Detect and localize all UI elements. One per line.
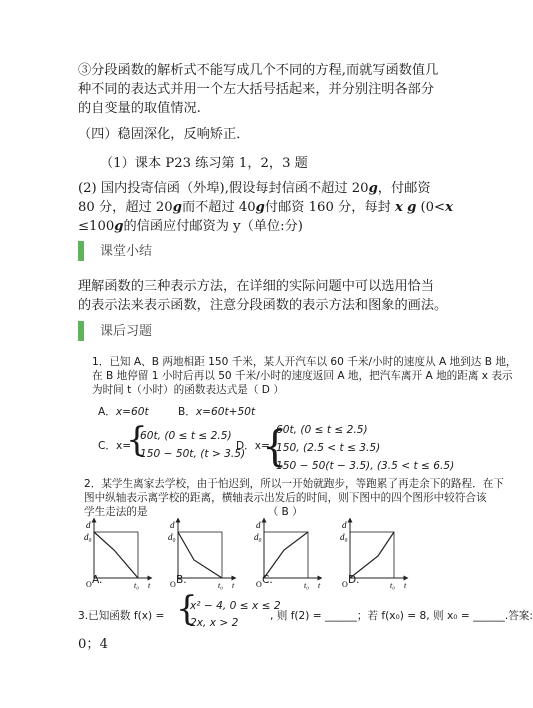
graph-d-o: O (342, 580, 348, 589)
q1-option-d-label: D．x= (236, 440, 270, 452)
graph-a-d0: d₀ (84, 532, 92, 542)
graph-a-t0: t₀ (134, 581, 140, 590)
graph-c-o: O (256, 580, 262, 589)
homework-heading: 课后习题 (100, 324, 153, 339)
graph-a-d: d (86, 520, 91, 530)
q2-label-a: A. (92, 574, 103, 586)
homework-marker (78, 321, 84, 341)
summary-line-2: 的表示法来表示函数，注意分段函数的表示方法和图象的画法。 (78, 298, 448, 313)
summary-heading: 课堂小结 (100, 244, 153, 259)
exercise-2-line-2: 80 分，超过 20g而不超过 40g付邮资 160 分，每封 x g (0<x (78, 200, 453, 215)
graph-a-t: t (148, 581, 151, 590)
q3-answer: 0；4 (78, 637, 108, 652)
q1-option-c-brace: { (126, 420, 148, 460)
q1-option-d-brace: { (262, 422, 288, 472)
graph-b-o: O (170, 580, 176, 589)
section4-heading: （四）稳固深化，反响矫正． (78, 127, 250, 142)
q1-option-c-case-1: 60t, (0 ≤ t ≤ 2.5) (140, 430, 232, 442)
exercise-2-line-3: ≤100g的信函应付邮资为 y（单位:分) (78, 219, 303, 234)
q3-case-2: 2x, x > 2 (190, 617, 239, 629)
q1-line-2: 在 B 地停留 1 小时后再以 50 千米/小时的速度返回 A 地，把汽车离开 A 地的距离 x 表示 (92, 370, 513, 382)
q1-option-c-case-2: 150 − 50t, (t > 3.5) (140, 448, 246, 460)
q1-option-c-label: C．x= (98, 440, 132, 452)
q1-line-3: 为时间 t（小时）的函数表达式是（ D ） (92, 384, 284, 396)
q2-label-c: C. (262, 574, 273, 586)
exercise-1: （1）课本 P23 练习第 1，2，3 题 (100, 156, 308, 171)
intro-line-1: ③分段函数的解析式不能写成几个不同的方程,而就写函数值几 (78, 63, 439, 78)
graph-c-t: t (318, 581, 321, 590)
q2-graphs (84, 516, 424, 588)
q1-option-d-case-1: 60t, (0 ≤ t ≤ 2.5) (276, 424, 368, 436)
graph-b-d0: d₀ (168, 532, 176, 542)
intro-line-3: 的自变量的取值情况. (78, 101, 201, 116)
summary-line-1: 理解函数的三种表示方法，在详细的实际问题中可以选用恰当 (78, 279, 435, 294)
graph-d-d: d (342, 520, 347, 530)
q3-brace: { (176, 589, 198, 629)
q1-option-d-case-3: 150 − 50(t − 3.5), (3.5 < t ≤ 6.5) (276, 460, 455, 472)
q2-line-1: 2．某学生离家去学校，由于怕迟到，所以一开始就跑步，等跑累了再走余下的路程．在下 (84, 478, 504, 490)
q1-line-1: 1．已知 A、B 两地相距 150 千米，某人开汽车以 60 千米/小时的速度从 A 地到达 B 地， (92, 356, 517, 368)
graph-c-d: d (256, 520, 261, 530)
q1-option-d-case-2: 150, (2.5 < t ≤ 3.5) (276, 442, 381, 454)
q3-mid: , 则 f(2) = ______；若 f(x₀) = 8, 则 x₀ = ______.答案: (270, 610, 533, 622)
q2-line-2: 图中纵轴表示离学校的距离，横轴表示出发后的时间，则下图中的四个图形中较符合该 (84, 492, 487, 504)
exercise-2-line-1: (2) 国内投寄信函（外埠),假设每封信函不超过 20g，付邮资 (78, 181, 431, 196)
q3-case-1: x² − 4, 0 ≤ x ≤ 2 (190, 600, 281, 612)
graph-c-t0: t₀ (304, 581, 310, 590)
graph-d-t: t (404, 581, 407, 590)
q1-option-b: B．x=60t+50t (178, 406, 256, 418)
q2-line-3: 学生走法的是 （ B ） (84, 506, 303, 518)
graph-d-t0: t₀ (390, 581, 396, 590)
graph-b-d: d (170, 520, 175, 530)
graph-b-t0: t₀ (218, 581, 224, 590)
summary-marker (78, 241, 84, 261)
q2-label-d: D. (348, 574, 360, 586)
q3-prefix: 3.已知函数 f(x) = (78, 610, 165, 622)
graph-a-o: O (86, 580, 92, 589)
q2-label-b: B. (176, 574, 187, 586)
graph-b-t: t (232, 581, 235, 590)
q1-option-a: A．x=60t (98, 406, 149, 418)
graph-c-d0: d₀ (254, 532, 262, 542)
graph-d-d0: d₀ (340, 532, 348, 542)
intro-line-2: 种不同的表达式并用一个左大括号括起来，并分别注明各部分 (78, 82, 435, 97)
